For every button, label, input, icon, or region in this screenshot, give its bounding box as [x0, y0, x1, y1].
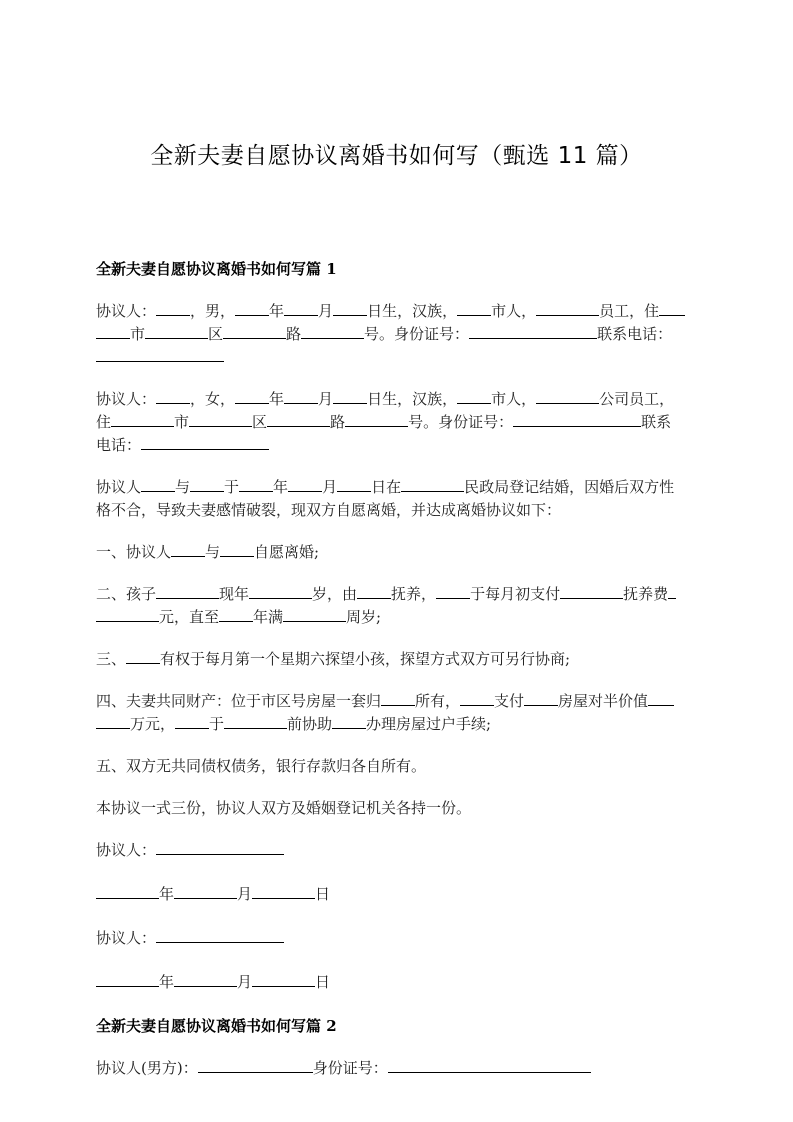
text: 房屋对半价值 — [558, 692, 649, 710]
blank-line — [141, 435, 269, 450]
blank-line — [126, 649, 160, 664]
text: 于 — [224, 478, 240, 496]
text: 格不合，导致夫妻感情破裂，现双方自愿离婚，并达成离婚协议如下： — [96, 501, 562, 519]
text: ，男， — [190, 302, 236, 320]
text: 年 — [159, 973, 175, 991]
text: 现年 — [219, 585, 250, 603]
text: 岁，由 — [312, 585, 358, 603]
text: 元，直至 — [159, 608, 220, 626]
text: 年 — [273, 478, 289, 496]
blank-line — [198, 1058, 313, 1073]
text: 抚养费 — [623, 585, 669, 603]
blank-line — [469, 324, 597, 339]
blank-line — [333, 389, 367, 404]
text: 协议人： — [96, 302, 157, 320]
blank-line — [96, 972, 159, 987]
text: 一、协议人 — [96, 543, 172, 561]
blank-line — [536, 301, 599, 316]
text: ，女， — [190, 390, 236, 408]
text: 月 — [237, 973, 253, 991]
text: 月 — [322, 478, 338, 496]
text: 协议人 — [96, 478, 142, 496]
clause-2 — [96, 583, 698, 629]
text: 年 — [269, 302, 285, 320]
blank-line — [381, 691, 415, 706]
marriage-paragraph — [96, 476, 698, 522]
blank-line — [174, 884, 237, 899]
text: 路 — [330, 413, 346, 431]
blank-line — [96, 884, 159, 899]
blank-line — [283, 607, 346, 622]
blank-line — [156, 584, 219, 599]
blank-line — [96, 607, 159, 622]
signature-line-2 — [96, 927, 698, 950]
text: 联系 — [641, 413, 672, 431]
blank-line — [189, 412, 252, 427]
blank-line — [267, 412, 330, 427]
blank-line — [357, 584, 391, 599]
blank-line — [401, 477, 464, 492]
date-line-2 — [96, 971, 698, 994]
party-male-line — [96, 1057, 698, 1080]
date-line-1 — [96, 883, 698, 906]
blank-line — [224, 714, 287, 729]
text: 区 — [252, 413, 268, 431]
text: 市 — [130, 325, 146, 343]
text: 日在 — [371, 478, 402, 496]
text: 年 — [159, 885, 175, 903]
blank-line — [223, 324, 286, 339]
party-a-paragraph — [96, 300, 698, 369]
clause-3 — [96, 648, 698, 671]
text: 抚养， — [391, 585, 437, 603]
text: 市人， — [491, 302, 537, 320]
section-heading-1: 全新夫妻自愿协议离婚书如何写篇 1 — [96, 260, 337, 278]
party-b-paragraph — [96, 388, 698, 457]
clause-1 — [96, 541, 698, 564]
text: 有权于每月第一个星期六探望小孩，探望方式双方可另行协商; — [160, 650, 571, 668]
text: 身份证号： — [312, 1059, 388, 1077]
clause-5: 五、双方无共同债权债务，银行存款归各自所有。 — [96, 757, 427, 775]
text: 协议人： — [96, 841, 157, 859]
text: 月 — [318, 302, 334, 320]
text: 协议人： — [96, 929, 157, 947]
blank-line — [560, 584, 623, 599]
blank-line — [333, 301, 367, 316]
text: 市人， — [491, 390, 537, 408]
text: 公司员工， — [599, 390, 675, 408]
blank-line — [284, 301, 318, 316]
text: 日生，汉族， — [367, 302, 458, 320]
text: 年满 — [253, 608, 284, 626]
text: 三、 — [96, 650, 127, 668]
blank-line — [659, 301, 685, 316]
text: 办理房屋过户手续; — [366, 715, 492, 733]
blank-line — [156, 840, 284, 855]
text: 前协助 — [287, 715, 333, 733]
document-body — [96, 258, 698, 1099]
blank-line — [457, 389, 491, 404]
text: 于 — [209, 715, 225, 733]
text: 年 — [269, 390, 285, 408]
text: 联系电话： — [597, 325, 673, 343]
text: 二、孩子 — [96, 585, 157, 603]
text: 员工，住 — [599, 302, 660, 320]
text: 号。身份证号： — [364, 325, 470, 343]
blank-line — [513, 412, 641, 427]
text: 日 — [315, 885, 331, 903]
blank-line — [111, 412, 174, 427]
blank-line — [648, 691, 674, 706]
text: 自愿离婚; — [254, 543, 320, 561]
text: 电话： — [96, 436, 142, 454]
blank-line — [175, 714, 209, 729]
blank-line — [96, 714, 130, 729]
clause-4 — [96, 690, 698, 736]
blank-line — [249, 584, 312, 599]
blank-line — [388, 1058, 591, 1073]
text: 四、夫妻共同财产：位于市区号房屋一套归 — [96, 692, 382, 710]
blank-line — [171, 542, 205, 557]
text: 日生，汉族， — [367, 390, 458, 408]
text: 支付 — [494, 692, 525, 710]
text: 与 — [175, 478, 191, 496]
blank-line — [460, 691, 494, 706]
blank-line — [156, 928, 284, 943]
text: 周岁; — [346, 608, 382, 626]
blank-line — [524, 691, 558, 706]
text: 于每月初支付 — [470, 585, 561, 603]
blank-line — [332, 714, 366, 729]
text: 万元， — [130, 715, 176, 733]
text: 月 — [318, 390, 334, 408]
blank-line — [145, 324, 208, 339]
text: 协议人(男方)： — [96, 1059, 198, 1077]
blank-line — [96, 324, 130, 339]
blank-line — [239, 477, 273, 492]
text: 所有， — [415, 692, 461, 710]
text: 住 — [96, 413, 112, 431]
blank-line — [345, 412, 408, 427]
blank-line — [96, 347, 224, 362]
blank-line — [288, 477, 322, 492]
blank-line — [141, 477, 175, 492]
text: 区 — [208, 325, 224, 343]
text: 日 — [315, 973, 331, 991]
blank-line — [156, 301, 190, 316]
signature-line-1 — [96, 839, 698, 862]
text: 市 — [174, 413, 190, 431]
blank-line — [235, 301, 269, 316]
blank-line — [436, 584, 470, 599]
blank-line — [252, 972, 315, 987]
blank-line — [536, 389, 599, 404]
blank-line — [457, 301, 491, 316]
blank-line — [337, 477, 371, 492]
text: 月 — [237, 885, 253, 903]
blank-line — [174, 972, 237, 987]
text: 路 — [286, 325, 302, 343]
text: 号。身份证号： — [408, 413, 514, 431]
text: 民政局登记结婚，因婚后双方性 — [464, 478, 675, 496]
blank-line — [220, 542, 254, 557]
blank-line — [252, 884, 315, 899]
text: 与 — [205, 543, 221, 561]
blank-line — [668, 584, 676, 599]
section-heading-2: 全新夫妻自愿协议离婚书如何写篇 2 — [96, 1017, 337, 1035]
blank-line — [156, 389, 190, 404]
blank-line — [190, 477, 224, 492]
blank-line — [219, 607, 253, 622]
copies-statement: 本协议一式三份，协议人双方及婚姻登记机关各持一份。 — [96, 799, 472, 817]
document-title: 全新夫妻自愿协议离婚书如何写（甄选 11 篇） — [150, 143, 643, 169]
blank-line — [301, 324, 364, 339]
text: 协议人： — [96, 390, 157, 408]
blank-line — [235, 389, 269, 404]
blank-line — [284, 389, 318, 404]
